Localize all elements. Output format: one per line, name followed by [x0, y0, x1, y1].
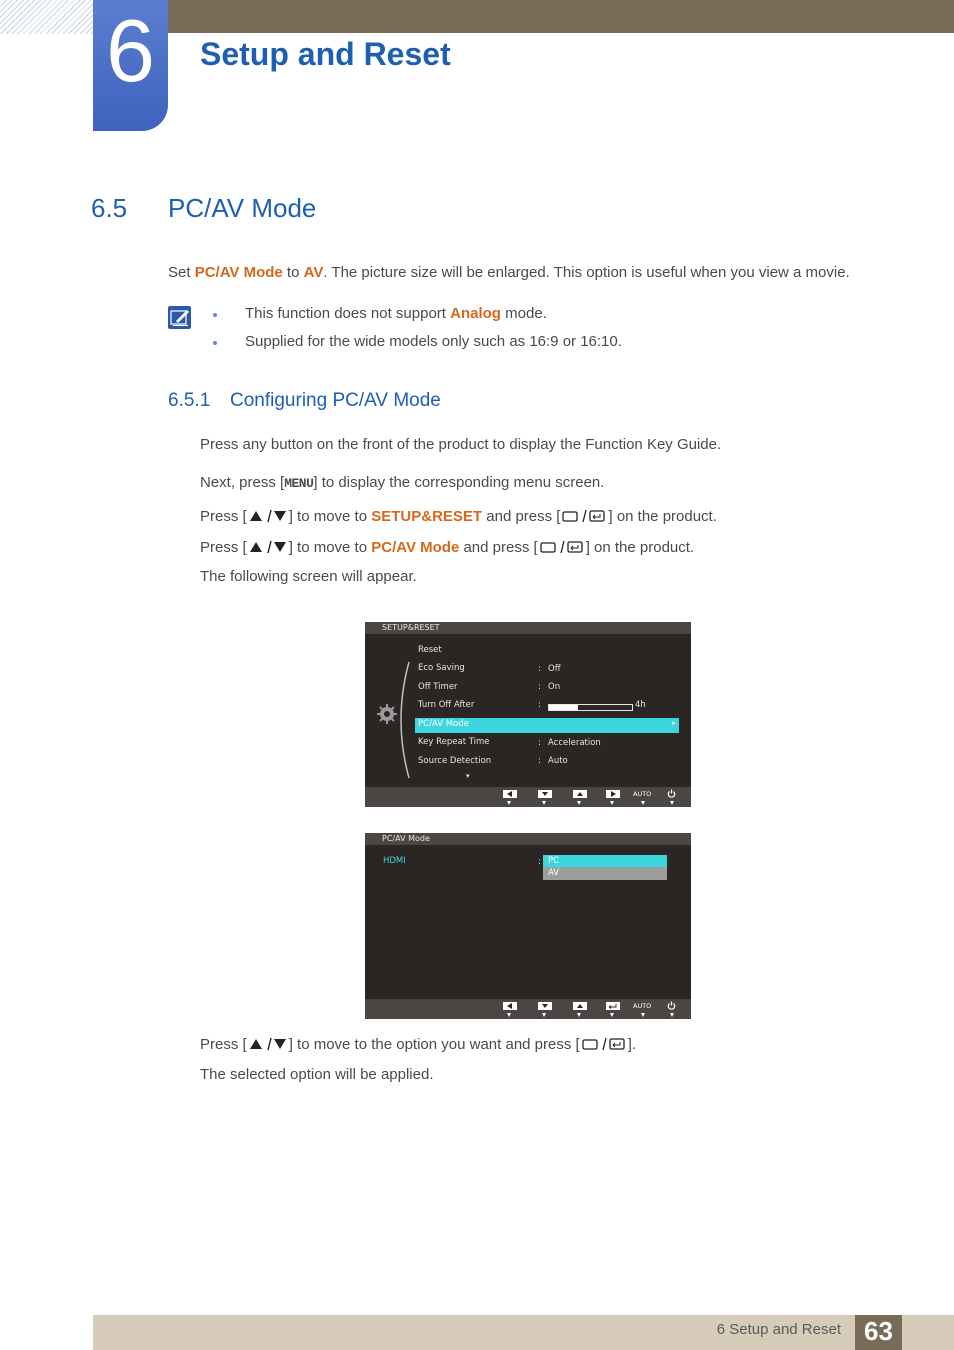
bullet-dot	[213, 313, 217, 317]
osd-item-source-detection[interactable]: Source Detection	[418, 756, 492, 766]
up-down-keys-icon	[247, 1037, 289, 1051]
page-number: 63	[864, 1316, 893, 1346]
osd-value-key-repeat-time: Acceleration	[548, 738, 601, 748]
step-3	[200, 508, 717, 525]
osd-source-hdmi: HDMI	[383, 856, 406, 866]
osd-item-reset[interactable]: Reset	[418, 645, 442, 655]
osd-option-pc[interactable]: PC	[548, 856, 560, 866]
osd-down-key-icon[interactable]	[538, 790, 552, 798]
step-4-and: and press [	[459, 539, 538, 556]
osd-auto-key[interactable]: AUTO	[633, 790, 652, 798]
step-3-term: SETUP&RESET	[371, 508, 483, 525]
intro-term-av: AV	[303, 264, 324, 281]
subsection-label: Configuring PC/AV Mode	[230, 390, 441, 411]
header-bar	[168, 0, 954, 33]
note-item-2: Supplied for the wide models only such as 16:9 or 16:10.	[245, 333, 622, 350]
osd-colon: :	[538, 664, 541, 674]
intro-rest: . The picture size will be enlarged. This option is useful when you view a movie.	[323, 264, 850, 281]
osd-colon: :	[538, 700, 541, 710]
osd-right-key-icon[interactable]	[606, 790, 620, 798]
osd-colon: :	[538, 857, 541, 867]
step-5: The following screen will appear.	[200, 568, 417, 585]
subsection-title	[168, 390, 441, 412]
osd-more-arrow-icon: ▾	[466, 772, 470, 780]
step-3-mid: ] to move to	[288, 508, 372, 525]
source-enter-keys-icon	[560, 509, 608, 523]
up-down-keys-icon	[247, 509, 289, 523]
intro-term-pcav: PC/AV Mode	[194, 264, 283, 281]
osd-key-guide	[365, 999, 691, 1019]
osd-up-key-icon[interactable]	[573, 790, 587, 798]
osd-item-off-timer[interactable]: Off Timer	[418, 682, 458, 692]
osd-item-pc-av-mode[interactable]: PC/AV Mode	[418, 719, 469, 729]
step-3-and: and press [	[482, 508, 561, 525]
osd-header	[365, 622, 691, 634]
osd-left-key-icon[interactable]	[503, 790, 517, 798]
osd-value-eco-saving: Off	[548, 664, 561, 674]
osd-header-title: PC/AV Mode	[382, 834, 430, 843]
step-2-pre: Next, press [	[200, 474, 285, 491]
osd-slider-fill	[549, 705, 578, 710]
osd-header	[365, 833, 691, 845]
osd-item-turn-off-after[interactable]: Turn Off After	[418, 700, 475, 710]
intro-set: Set	[168, 264, 195, 281]
osd-value-source-detection: Auto	[548, 756, 568, 766]
menu-key-icon: MENU	[284, 476, 314, 491]
osd-colon: :	[538, 756, 541, 766]
source-enter-keys-icon	[580, 1037, 628, 1051]
footer-chapter-label: 6 Setup and Reset	[716, 1321, 841, 1338]
osd-selection-arrow: ▸	[672, 719, 676, 727]
up-down-keys-icon	[247, 540, 289, 554]
step-2	[200, 474, 604, 491]
step-7: The selected option will be applied.	[200, 1066, 434, 1083]
osd-key-pointer-arrows	[507, 1013, 677, 1018]
step-4-mid: ] to move to	[288, 539, 372, 556]
section-label: PC/AV Mode	[168, 193, 317, 223]
note-1-pre: This function does not support	[245, 305, 451, 322]
osd-enter-key-icon[interactable]	[606, 1002, 620, 1010]
osd-slider-track[interactable]	[548, 704, 633, 711]
section-number: 6.5	[91, 193, 128, 223]
osd-power-key-icon[interactable]	[667, 1001, 676, 1010]
osd-auto-key[interactable]: AUTO	[633, 1002, 652, 1010]
step-1: Press any button on the front of the product to display the Function Key Guide.	[200, 436, 722, 453]
osd-value-turn-off-after: 4h	[635, 700, 646, 710]
osd-key-pointer-arrows	[507, 801, 677, 806]
chapter-number: 6	[106, 1, 155, 100]
step-2-post: ] to display the corresponding menu screen.	[313, 474, 605, 491]
osd-setup-reset-screen	[365, 622, 691, 807]
osd-down-key-icon[interactable]	[538, 1002, 552, 1010]
osd-power-key-icon[interactable]	[667, 789, 676, 798]
note-icon	[168, 306, 191, 329]
osd-colon: :	[538, 682, 541, 692]
osd-option-list	[543, 855, 667, 880]
osd-option-av[interactable]: AV	[548, 868, 560, 878]
osd-value-off-timer: On	[548, 682, 561, 692]
osd-key-guide	[365, 787, 691, 807]
osd-colon: :	[538, 738, 541, 748]
osd-option-highlight	[543, 855, 667, 867]
section-title	[91, 193, 316, 224]
step-3-post: ] on the product.	[608, 508, 717, 525]
osd-left-key-icon[interactable]	[503, 1002, 517, 1010]
osd-header-title: SETUP&RESET	[382, 623, 440, 632]
osd-pc-av-mode-screen	[365, 833, 691, 1019]
chapter-badge	[93, 0, 168, 131]
step-4-term: PC/AV Mode	[371, 539, 460, 556]
header-hatch	[0, 0, 93, 34]
note-1-post: mode.	[500, 305, 547, 322]
osd-item-eco-saving[interactable]: Eco Saving	[418, 663, 465, 673]
bullet-dot	[213, 341, 217, 345]
step-6-post: ].	[627, 1036, 637, 1053]
subsection-number: 6.5.1	[168, 390, 211, 411]
step-4-post: ] on the product.	[585, 539, 695, 556]
intro-paragraph	[168, 264, 850, 281]
step-6-mid: ] to move to the option you want and press [	[288, 1036, 580, 1053]
step-6-pre: Press [	[200, 1036, 247, 1053]
chapter-title: Setup and Reset	[200, 36, 451, 72]
step-4-pre: Press [	[200, 539, 247, 556]
osd-up-key-icon[interactable]	[573, 1002, 587, 1010]
osd-dial-icon	[377, 660, 413, 780]
note-item-1	[245, 305, 547, 322]
source-enter-keys-icon	[538, 540, 586, 554]
step-6	[200, 1036, 636, 1053]
osd-item-key-repeat-time[interactable]: Key Repeat Time	[418, 737, 490, 747]
intro-to: to	[282, 264, 304, 281]
step-3-pre: Press [	[200, 508, 247, 525]
step-4	[200, 539, 694, 556]
note-1-term: Analog	[450, 305, 501, 322]
